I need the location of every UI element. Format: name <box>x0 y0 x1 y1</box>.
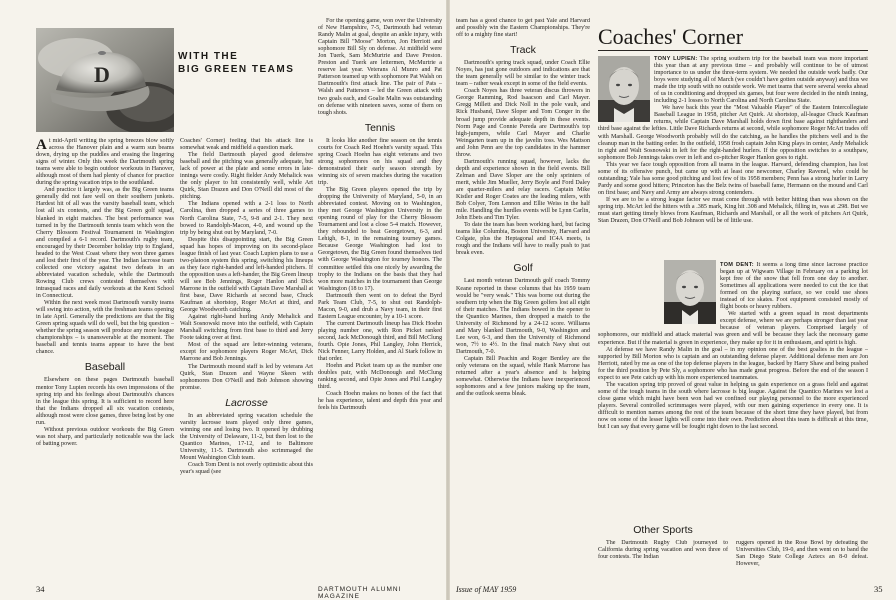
intro-text: t mid-April writing the spring breezes blow softly across the Hanover plain and a warm sun beams down, drying up the puddles and erasing the lingering signs of winter. Only this week the Dartmouth spring teams were able to begin outdoor workouts in Hanover, although most of them had plenty of chance for practice during the spring vacation trips to the southland. <box>36 138 174 187</box>
paragraph: Last month veteran Dartmouth golf coach Tommy Keane reported in these columns that his 1959 team would be "very weak." This was borne out during the southern trip when the Big Green golfers lost all eight of their matches. The Indians bowed in the opener to the Quantico Marines, then dropped a match to the University of Richmond by a 24-12 score. Williams and Mary blanked Dartmouth, 9-0, Washington and Lee won, 6-3, and then the University of Richmond won, 7½ to 4½. In the final match Navy shut out Dartmouth, 7-0. <box>456 278 590 355</box>
paragraph: At defense we have Randy Malin in the goal – in my opinion one of the best goalies in the league – supported by Bill Morton who is captain and an outstanding defense player. Additional defense men are Jon Herriott, rated by me as one of the top defense players in the league, backed by Harry Shaw and being pushed for the third position by Pete Sly, a sophomore who has made great progress. Before the end of the season I expect to see Pete catch up with his more experienced teammates. <box>598 346 868 381</box>
paragraph: For the opening game, won over the University of New Hampshire, 7-5, Dartmouth had veteran Randy Malin at goal, despite an ankle injury, with Captain Bill "Moose" Morton, Jon Herriott and sophomore Bill Sly on defense. At midfield were Jon Tuerk, Sam McMurtrie and Dave Preston. Preston and Tuerk are lettermen, McMurtrie a reserve last year. Veterans Al Munro and Pat Patterson teamed up with sophomore Pat Walsh on Dartmouth's first attack line. The pair of Pats – Walsh and Patterson – led the Green attack with two goals each, and Goalie Malin was outstanding on defense with nineteen saves, some of them on tough shots. <box>318 18 442 116</box>
paragraph: Without previous outdoor workouts the Big Green was not sharp, and particularly noticeable was the lack of batting power. <box>36 426 174 447</box>
paragraph: Dartmouth's spring track squad, under Coach Ellie Noyes, has just gone outdoors and indications are that the team generally will be similar to the winter track team – rather weak except in some of the field events. <box>456 60 590 88</box>
paragraph: Most of the squad are letter-winning veterans, except for sophomore players Roger McArt, Dick Marrone and Bob Jennings. <box>180 342 313 363</box>
paragraph: Dartmouth then went on to defeat the Byrd Park Team Club, 7-5, to shut out Randolph-Macon, 9-0, and drub a Navy team, in their first Eastern League encounter, by a 10-1 score. <box>318 292 442 320</box>
dent-column <box>598 262 868 496</box>
section-heading-baseball: Baseball <box>84 361 126 374</box>
magazine-masthead: DARTMOUTH ALUMNI MAGAZINE <box>318 586 402 600</box>
paragraph: Elsewhere on these pages Dartmouth baseball mentor Tony Lupien records his own impressions of the spring trip and his feelings about Dartmouth's chances in the league this spring. It is sufficient to record here that the Indians dropped all six vacation contests, although most were close games, three being lost by one run. <box>36 377 174 426</box>
lupien-column <box>598 56 868 256</box>
paragraph: The field Dartmouth played good defensive baseball and the pitching was generally adequate, but lack of power at the plate and some errors in late-innings were costly. Right fielder Andy Mehalick was the only player to hit consistently well, while Art Quirk, Stan Drazen and Don O'Neill did most of the pitching. <box>180 152 313 201</box>
paragraph: We have back this year the "Most Valuable Player" of the Eastern Intercollegiate Baseball League in 1958, pitcher Art Quirk. At shortstop, all-league Chuck Kaufman returns, while Captain Dave Marshall holds down first base against righthanders and third base against the lefties. Little Dave Richards returns at second, while sophomore Roger McArt trades off with Marshall. George Woodworth probably will do the catching, as he handles the pitchers well and is the cleanup man in the batting order. In the outfield, 1958 frosh captain John King plays in center, Andy Mehalick in right and Walt Sosnowski in left for the right-handed hurlers. If the opposition switches to a southpaw, sophomore Bob Jennings takes over in left and co-pitcher Roger Hanlon goes to right. <box>598 105 868 161</box>
lupien-text: The spring southern trip for the baseball team was more important this year than at any previous time – and probably will continue to be of utmost importance to us under the three-term system. We needed the outside work badly. Our boys were studying all of March (we couldn't have gotten outside anyway) and thus we made the trip south with no outside work. We met teams that were several weeks ahead of us in conditioning and dropped six games, but four were decided in the ninth inning, including 2-1 losses to North Carolina and North Carolina State. <box>654 56 868 105</box>
issue-date: Issue of MAY 1959 <box>456 585 517 594</box>
dent-lead: TOM DENT: <box>720 262 754 268</box>
paragraph: ruggers opened in the Rose Bowl by defeating the Universities Club, 19-0, and then went on to band the San Diego State College Aztecs an 8-0 defeat. However, <box>736 540 868 568</box>
title-line-1: WITH THE <box>178 51 239 62</box>
paragraph: Coach Tom Dent is not overly optimistic about this year's squad (see <box>180 462 313 476</box>
cap-and-glove-image <box>36 28 174 132</box>
page-number-right: 35 <box>874 584 883 594</box>
section-heading-golf: Golf <box>513 262 533 275</box>
title-rule <box>598 50 868 51</box>
left-column-3 <box>318 18 442 578</box>
paragraph: We started with a green squad in most departments except defense, where we are perhaps stronger than last year because of veteran players. Comprised largely of sophomores, our midfield and attack material was green and will be because they lack the necessary game experience. But if the material is green in experience, they make up for it in enthusiasm, and spirit is high. <box>598 311 868 346</box>
coaches-corner-title: Coaches' Corner <box>598 24 744 49</box>
paragraph: The vacation spring trip proved of great value in helping us gain experience on a grass field and against some of the tough teams in the south where lacrosse is big league. Against the Quantico Marines we lost a close game which might have been won had we confined our playing personnel to the more experienced players. Several controlled scrimmages were played, with our men gaining experience in every one. It is difficult to mention names among the rest of the team because of the short time they have played, but from now on some of the lesser lights will come into their own. Prediction about this team is difficult at this time, but I can say that every game will be fought right down to the last second. <box>598 381 868 431</box>
left-page <box>0 0 446 600</box>
paragraph: Hoehn and Picket team up as the number one doubles pair, with McDonough and McClung ranking second, and Opie Jones and Phil Langley third. <box>318 363 442 391</box>
paragraph: In an abbreviated spring vacation schedule the varsity lacrosse team played only three games, winning one and losing two. It opened by drubbing the University of Delaware, 11-2, but then lost to the Quantico Marines, 17-12, and to Baltimore University, 11-5. Dartmouth also scrimmaged the Mount Washington Club team. <box>180 412 313 461</box>
photo-float-spacer <box>598 262 720 326</box>
paragraph: Despite this disappointing start, the Big Green squad has hopes of improving on its second-place league finish of last year. Coach Lupien plans to use a two-platoon system this spring, switching his lineups as they face right-handed and left-handed pitchers. If the opposition uses a left-hander, the Big Green lineup will see Bob Jennings, Roger Hanlon and Dick Marrone in the outfield with Captain Dave Marshall at first base, Dave Richards at second base, Chuck Kaufman at shortstop, Roger McArt at third, and George Woodworth catching. <box>180 236 313 314</box>
left-column-1 <box>36 138 174 578</box>
right-column-1 <box>456 18 590 578</box>
paragraph: If we are to be a strong league factor we must come through with better hitting than was shown on the spring trip. McArt led the hitters with a .385 mark, King hit .308 and Mehalick, filling in, was at .298. But we must start getting timely blows from Kaufman, Richards and Marshall, or all the work of pitchers Art Quirk, Stan Drazen, Don O'Neill and Bob Johnson will be of little use. <box>598 196 868 225</box>
paragraph: team has a good chance to get past Yale and Harvard and possibly win the Eastern Championships. They're off to a mighty fine start! <box>456 18 590 39</box>
other-sports-col-2 <box>736 540 868 580</box>
other-sports-col-1 <box>598 540 728 580</box>
paragraph: Against right-hand hurling Andy Mehalick and Walt Sosnowski move into the outfield, with Captain Marshall switching from first base to third and Jerry Foote taking over at first. <box>180 314 313 342</box>
paragraph: Coach Hoehn makes no bones of the fact that he has experience, talent and depth this year and feels his Dartmouth <box>318 391 442 412</box>
page-number-left: 34 <box>36 584 45 594</box>
title-line-2: BIG GREEN TEAMS <box>178 64 295 75</box>
paragraph: The Indians opened with a 2-1 loss to North Carolina, then dropped a series of three games to North Carolina State, 7-5, 9-8 and 2-1. They next bowed to Randolph-Macon, 4-0, and wound up the trip by being shut out by Maryland, 7-0. <box>180 201 313 236</box>
paragraph: And practice it largely was, as the Big Green teams generally did not fare well on their southern junkets. Hardest hit of all was the varsity baseball team, which lost all six contests, and the Big Green golf squad, blanked in eight matches. The best performance was turned in by the Dartmouth tennis team which won the Cherry Blossom Festival Tournament in Washington and compiled a 6-1 record. Dartmouth's rugby team, encouraged by their December holiday trip to England, headed to the West Coast where they won three games and lost their first of the year. The Indian lacrosse team collected one victory against two defeats in an abbreviated vacation schedule, while the Dartmouth Rowing Club crews contested themselves with intrasquad races and daily workouts at the Kent School in Connecticut. <box>36 187 174 300</box>
paragraph: Captain Bill Peachin and Roger Bentley are the only veterans on the squad, while Hank Marrone has returned after a year's absence and is helping somewhat. Otherwise the Indians have inexperienced sophomores and a few juniors making up the team, and the outlook seems bleak. <box>456 355 590 398</box>
dent-text: It seems a long time since lacrosse practice began up at Wigwam Village in February on a parking lot kept free of the snow that fell from one day to another. Sometimes all applications were needed to cut the ice that formed on the playing surface, so we could use shoes instead of ice skates. Foot equipment consisted mostly of flight boots or heavy rubbers. <box>720 262 868 311</box>
paragraph: Dartmouth's running squad, however, lacks the depth and experience shown in the field events. Bill Zelman and Dave Sloper are the only sprinters of merit, while Jim Mueller, Jerry Boyle and Ford Daley are quarter-milers and relay racers. Captain Mike Kistler and Roger Coates are the leading milers, with Bob Colyer, Tom Lennon and Ellie Weiss in the half mile. Handling the hurdles events will be Lynn Carlin, John Ebets and Tim Tyler. <box>456 158 590 222</box>
paragraph: To date the team has been working hard, but facing teams like Columbia, Boston University, Harvard and Colgate, plus the Heptagonal and IC4A meets, is rough and the Indians will have to really push to just break even. <box>456 222 590 257</box>
photo-float-spacer <box>598 56 654 124</box>
lupien-lead: TONY LUPIEN: <box>654 56 698 62</box>
right-page <box>450 0 896 600</box>
drop-cap: A <box>36 138 47 153</box>
svg-text:D: D <box>94 62 110 87</box>
article-title <box>178 50 318 76</box>
section-heading-track: Track <box>510 44 536 57</box>
baseball-cap-photo <box>36 28 174 132</box>
intro-paragraph <box>36 138 174 187</box>
paragraph: This year we face tough opposition from all teams in the league. Harvard, defending champion, has lost some of its offensive punch, but came up with at least one newcomer, Charley Ravenel, who could be outstanding; Yale has some good pitching and lost few of its 1958 members; Penn has a strong hurler in Larry Pardy and some good hitters; Princeton has the Belz twins of baseball fame, Hermann on the mound and Carl on first base; and Navy and Army are always strong contenders. <box>598 161 868 196</box>
paragraph: Within the next week most Dartmouth varsity teams will swing into action, with the freshman teams opening in late April. Generally the predictions are that the Big Green spring squads will do well, but the big question – whether the spring season will produce any more league championships – is unanswerable at the moment. The baseball and tennis teams appear to have the best chance. <box>36 300 174 356</box>
paragraph: It looks like another fine season on the tennis courts for Coach Red Hoehn's varsity squad. This spring Coach Hoehn has eight veterans and two strong sophomores on his squad and they demonstrated their early season strength by winning six of seven matches during the vacation trip. <box>318 137 442 186</box>
left-column-2 <box>180 138 313 578</box>
section-heading-other-sports: Other Sports <box>633 524 693 536</box>
paragraph: Coaches' Corner) feeling that his attack line is somewhat weak and midfield a question mark. <box>180 138 313 152</box>
section-heading-lacrosse: Lacrosse <box>225 396 268 409</box>
paragraph: The current Dartmouth lineup has Dick Hoehn playing number one, with Ron Picket ranked second, Jack McDonough third, and Bill McClung fourth. Opie Jones, Phil Langley, John Herrick, Nick Fenner, Larry Holden, and Al Stark follow in that order. <box>318 320 442 363</box>
paragraph: The Big Green players opened the trip by dropping the University of Maryland, 5-0, in an abbreviated contest. Moving on to Washington, they met George Washington University in the opening round of play for the Cherry Blossom Tournament and lost a close 5-4 match. However, they rebounded to beat Georgetown, 6-3, and Lehigh, 8-1, in the remaining tourney games. Because George Washington had lost to Georgetown, the Big Green found themselves tied with George Washington for tourney honors. The committee settled this one nicely by awarding the trophy to the Indians on the basis that they had won more matches in the tournament than George Washington (18 to 17). <box>318 186 442 292</box>
paragraph: Coach Noyes has three veteran discus throwers in George Ramming, Rod Isaacson and Carl Mayer. Gregg Millett and Dick Noll in the pole vault, and Rick Husband, Dave Sloper and Tom Conger in the broad jump provide adequate depth in these events. Norm Page and Connie Pereda are Dartmouth's top high-jumpers, while Carl Mayer and Charlie Weingarten team up in the javelin toss. Wes Mattson and John Penn are the top candidates in the hammer throw. <box>456 88 590 158</box>
section-heading-tennis: Tennis <box>364 121 396 134</box>
paragraph: The Dartmouth mound staff is led by veterans Art Quirk, Stan Drazen and Wayne Skeen with sophomores Don O'Neill and Bob Johnson showing promise. <box>180 363 313 391</box>
paragraph: The Dartmouth Rugby Club journeyed to California during spring vacation and won three of four contests. The Indian <box>598 540 728 561</box>
